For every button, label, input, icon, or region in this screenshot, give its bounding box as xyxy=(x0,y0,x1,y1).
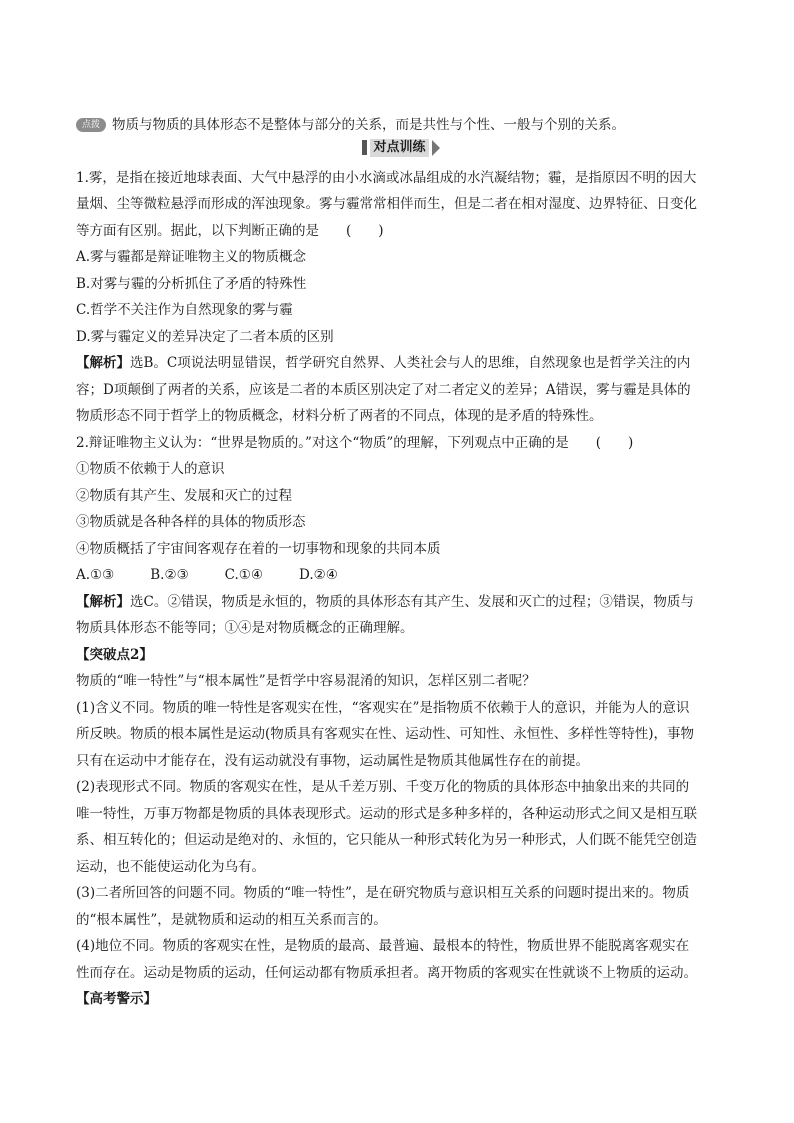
q2-option-b: B.②③ xyxy=(150,567,189,583)
q1-stem-line: 量烟、尘等微粒悬浮而形成的浑浊现象。雾与霾常常相伴而生，但是二者在相对湿度、边界特征、日变化 xyxy=(76,196,697,212)
q2-item-1: ①物质不依赖于人的意识 xyxy=(76,461,225,477)
q1-stem-line: 1.雾，是指在接近地球表面、大气中悬浮的由小水滴或冰晶组成的水汽凝结物；霾，是指原因不明的因大 xyxy=(76,169,697,186)
q1-option-d: D.雾与霾定义的差异决定了二者本质的区别 xyxy=(76,328,334,345)
q1-option-c: C.哲学不关注作为自然现象的雾与霾 xyxy=(76,302,293,318)
q2-item-4: ④物质概括了宇宙间客观存在着的一切事物和现象的共同本质 xyxy=(76,540,441,557)
q2-item-3: ③物质就是各种各样的具体的物质形态 xyxy=(76,514,306,530)
q2-option-c: C.①④ xyxy=(224,567,264,583)
breakthrough-line: (3)二者所回答的问题不同。物质的“唯一特性”，是在研究物质与意识相互关系的问题时提出来的。物质 xyxy=(76,885,690,901)
q2-analysis-text: 选C。②错误，物质是永恒的，物质的具体形态有其产生、发展和灭亡的过程；③错误，物质与 xyxy=(130,593,694,610)
q1-option-a: A.雾与霾都是辩证唯物主义的物质概念 xyxy=(76,249,307,265)
breakthrough-line: 唯一特性，万事万物都是物质的具体表现形式。运动的形式是多种多样的，各种运动形式之间又是相互联 xyxy=(76,805,697,822)
note-line xyxy=(76,112,726,139)
q1-analysis-text: 选B。C项说法明显错误，哲学研究自然界、人类社会与人的思维，自然现象也是哲学关注的内 xyxy=(130,355,691,371)
breakthrough-line: 所反映。物质的根本属性是运动(物质具有客观实在性、运动性、可知性、永恒性、多样性等特性)，事物 xyxy=(76,726,695,742)
breakthrough-title: 【突破点2】 xyxy=(76,646,153,663)
q2-stem: 2.辩证唯物主义认为：“世界是物质的。”对这个“物质”的理解，下列观点中正确的是 ( ) xyxy=(76,434,634,451)
breakthrough-line: 运动，也不能使运动化为乌有。 xyxy=(76,858,265,875)
section-title: 对点训练 xyxy=(370,139,428,157)
q1-analysis-line: 物质形态不同于哲学上的物质概念，材料分析了两者的不同点，体现的是矛盾的特殊性。 xyxy=(76,408,603,424)
bar-marker-icon xyxy=(362,140,367,155)
note-badge-icon: 点拨 xyxy=(76,118,106,132)
breakthrough-line: 只有在运动中才能存在，没有运动就没有事物，运动属性是物质其他属性存在的前提。 xyxy=(76,752,589,769)
q1-analysis-line xyxy=(76,350,726,377)
breakthrough-line: (1)含义不同。物质的唯一特性是客观实在性，“客观实在”是指物质不依赖于人的意识，并能为人的意识 xyxy=(76,699,690,716)
breakthrough-intro: 物质的“唯一特性”与“根本属性”是哲学中容易混淆的知识，怎样区别二者呢？ xyxy=(76,673,536,689)
q2-option-d: D.②④ xyxy=(299,567,338,583)
q2-options xyxy=(76,562,726,589)
exam-warning-title: 【高考警示】 xyxy=(76,991,157,1007)
q1-stem-line: 等方面有区别。据此，以下判断正确的是 ( ) xyxy=(76,222,384,239)
q2-analysis-label: 【解析】 xyxy=(76,593,130,610)
arrow-right-icon xyxy=(432,140,440,156)
note-text: 物质与物质的具体形态不是整体与部分的关系，而是共性与个性、一般与个别的关系。 xyxy=(112,117,625,133)
page-content xyxy=(76,112,726,1013)
breakthrough-line: 的“根本属性”，是就物质和运动的相互关系而言的。 xyxy=(76,911,387,928)
q2-option-a: A.①③ xyxy=(76,567,115,583)
q2-item-2: ②物质有其产生、发展和灭亡的过程 xyxy=(76,487,292,504)
breakthrough-line: (4)地位不同。物质的客观实在性，是物质的最高、最普遍、最根本的特性，物质世界不能脱离客观实在 xyxy=(76,938,690,954)
section-header xyxy=(76,139,726,165)
breakthrough-line: 系、相互转化的；但运动是绝对的、永恒的，它只能从一种形式转化为另一种形式，人们既不能凭空创造 xyxy=(76,832,697,848)
q1-analysis-label: 【解析】 xyxy=(76,355,130,371)
breakthrough-line: (2)表现形式不同。物质的客观实在性，是从千差万别、千变万化的物质的具体形态中抽象出来的共同的 xyxy=(76,779,690,795)
q1-option-b: B.对雾与霾的分析抓住了矛盾的特殊性 xyxy=(76,275,307,292)
q1-analysis-line: 容；D项颠倒了两者的关系，应该是二者的本质区别决定了对二者定义的差异；A错误，雾与霾是具体的 xyxy=(76,381,691,398)
section-label xyxy=(360,139,441,157)
q2-analysis-line xyxy=(76,589,726,616)
breakthrough-line: 性而存在。运动是物质的运动，任何运动都有物质承担者。离开物质的客观实在性就谈不上物质的运动。 xyxy=(76,964,697,981)
q2-analysis-line: 物质具体形态不能等同；①④是对物质概念的正确理解。 xyxy=(76,620,414,636)
